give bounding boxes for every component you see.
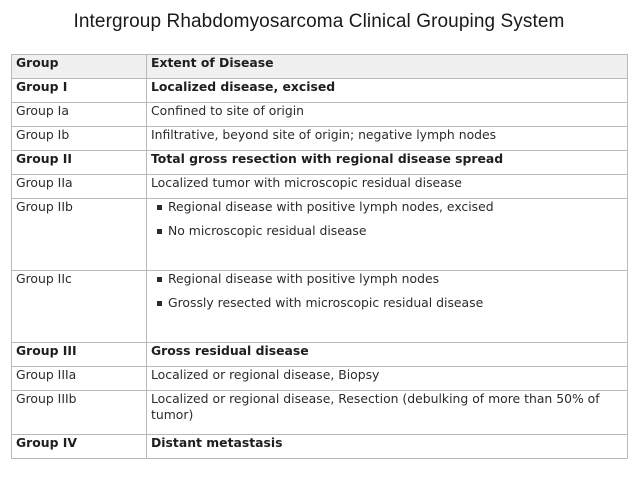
extent-cell: Localized disease, excised	[147, 79, 628, 103]
group-cell: Group III	[12, 343, 147, 367]
group-cell: Group Ia	[12, 103, 147, 127]
extent-cell: Localized or regional disease, Biopsy	[147, 367, 628, 391]
group-cell: Group Ib	[12, 127, 147, 151]
clinical-grouping-table	[11, 54, 628, 459]
table-row	[12, 103, 628, 127]
group-cell: Group IV	[12, 435, 147, 459]
bullet-list	[151, 271, 623, 311]
extent-cell: Distant metastasis	[147, 435, 628, 459]
table-row	[12, 343, 628, 367]
table-row	[12, 391, 628, 435]
extent-cell: Localized or regional disease, Resection (debulking of more than 50% of tumor)	[147, 391, 628, 435]
table-row	[12, 199, 628, 271]
bullet-item: Regional disease with positive lymph nodes, excised	[151, 199, 623, 215]
extent-cell: Gross residual disease	[147, 343, 628, 367]
group-cell: Group I	[12, 79, 147, 103]
header-extent: Extent of Disease	[147, 55, 628, 79]
extent-cell: Localized tumor with microscopic residual disease	[147, 175, 628, 199]
table-row	[12, 151, 628, 175]
extent-cell: Infiltrative, beyond site of origin; negative lymph nodes	[147, 127, 628, 151]
group-cell: Group IIa	[12, 175, 147, 199]
header-group: Group	[12, 55, 147, 79]
table-header-row	[12, 55, 628, 79]
group-cell: Group IIb	[12, 199, 147, 271]
table-row	[12, 367, 628, 391]
extent-cell: Confined to site of origin	[147, 103, 628, 127]
extent-cell	[147, 271, 628, 343]
truncated-caption	[11, 472, 627, 479]
group-cell: Group II	[12, 151, 147, 175]
table-row	[12, 271, 628, 343]
group-cell: Group IIIa	[12, 367, 147, 391]
bullet-list	[151, 199, 623, 239]
extent-cell	[147, 199, 628, 271]
bullet-item: No microscopic residual disease	[151, 223, 623, 239]
table-row	[12, 175, 628, 199]
group-cell: Group IIIb	[12, 391, 147, 435]
table-row	[12, 79, 628, 103]
bullet-item: Regional disease with positive lymph nodes	[151, 271, 623, 287]
table-row	[12, 127, 628, 151]
group-cell: Group IIc	[12, 271, 147, 343]
table-row	[12, 435, 628, 459]
extent-cell: Total gross resection with regional disease spread	[147, 151, 628, 175]
slide-title: Intergroup Rhabdomyosarcoma Clinical Grouping System	[73, 11, 565, 32]
bullet-item: Grossly resected with microscopic residual disease	[151, 295, 623, 311]
